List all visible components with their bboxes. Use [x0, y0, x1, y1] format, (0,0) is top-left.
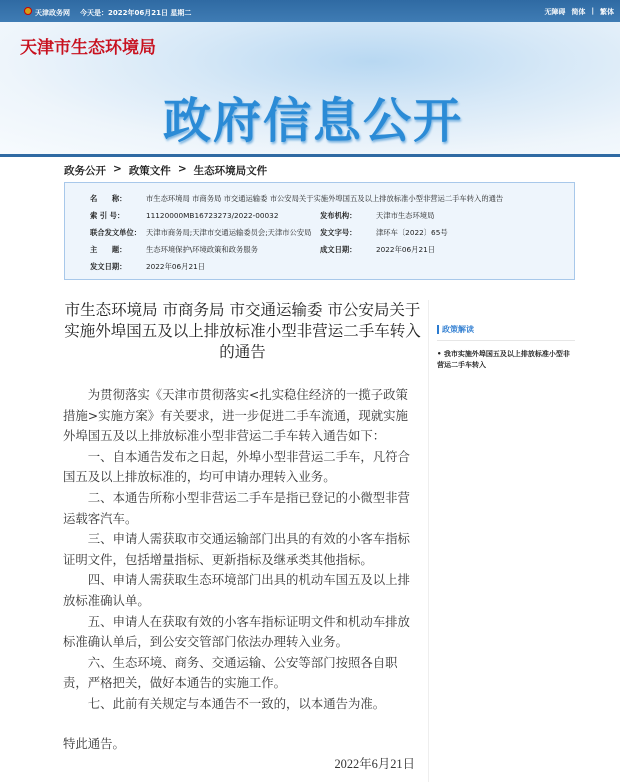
sidebar-link-text: 我市实施外埠国五及以上排放标准小型非营运二手车转入 [437, 350, 570, 369]
joint-value: 天津市商务局;天津市交通运输委员会;天津市公安局 [146, 228, 312, 237]
crumb-gov-open[interactable]: 政务公开 [64, 165, 106, 177]
accessibility-link[interactable]: 无障碍 [544, 8, 566, 16]
paragraph: 六、生态环境、商务、交通运输、公安等部门按照各自职责，严格把关，做好本通告的实施工作。 [63, 654, 398, 691]
sidebar-heading: 政策解读 [437, 325, 575, 334]
crumb-bureau-docs[interactable]: 生态环境局文件 [193, 165, 268, 177]
logo[interactable]: 天津市生态环境局 [20, 38, 156, 58]
banner [0, 22, 620, 154]
joint-label: 联合发文单位： [90, 228, 142, 237]
banner-title: 政府信息公开 [163, 93, 464, 149]
sidebar [437, 325, 575, 371]
name-value: 市生态环境局 市商务局 市交通运输委 市公安局关于实施外埠国五及以上排放标准小型非营运二手车转入的通告 [146, 194, 504, 203]
paragraph: 一、自本通告发布之日起，外埠小型非营运二手车，凡符合国五及以上排放标准的，均可申请办理转入业务。 [63, 448, 410, 485]
crumb-policy[interactable]: 政策文件 [128, 165, 171, 177]
crumb-sep: > [113, 163, 122, 175]
paragraph: 七、此前有关规定与本通告不一致的，以本通告为准。 [87, 695, 386, 711]
org-label: 发布机构： [320, 211, 357, 220]
article-body [63, 385, 415, 715]
docno-value: 津环车〔2022〕65号 [376, 228, 448, 237]
today-date: 今天是：2022年06月21日 星期二 [80, 8, 192, 17]
issued-label: 发文日期： [90, 262, 127, 271]
created-value: 2022年06月21日 [376, 245, 436, 254]
article-date: 2022年6月21日 [334, 757, 415, 771]
org-value: 天津市生态环境局 [376, 211, 435, 220]
created-label: 成文日期： [320, 245, 357, 254]
article [60, 300, 425, 771]
simplified-link[interactable]: 简体 [571, 8, 586, 16]
separator: | [591, 7, 594, 15]
sidebar-divider [437, 340, 575, 341]
emblem-icon [24, 7, 32, 15]
paragraph: 四、申请人需获取生态环境部门出具的机动车国五及以上排放标准确认单。 [63, 572, 410, 608]
divider [0, 154, 620, 157]
sidebar-link[interactable]: • 我市实施外埠国五及以上排放标准小型非营运二手车转入 [437, 350, 570, 369]
crumb-sep: > [177, 163, 187, 175]
topic-value: 生态环境保护\环境政策和政务服务 [146, 245, 258, 254]
index-value: 11120000MB16723273/2022-00032 [146, 211, 279, 220]
top-bar [0, 0, 620, 22]
paragraph: 为贯彻落实《天津市贯彻落实<扎实稳住经济的一揽子政策措施>实施方案》有关要求，进一步促进二手车流通，现就实施外埠国五及以上排放标准小型非营运二手车转入通告如下： [63, 387, 408, 444]
breadcrumb [64, 163, 267, 178]
site-name: 天津政务网 [35, 9, 70, 17]
traditional-link[interactable]: 繁体 [600, 8, 614, 16]
document-info-box [64, 182, 575, 280]
article-title: 市生态环境局 市商务局 市交通运输委 市公安局关于实施外埠国五及以上排放标准小型非营运二手车转入的通告 [64, 301, 421, 361]
column-divider [428, 300, 429, 782]
issued-value: 2022年06月21日 [146, 262, 206, 271]
docno-label: 发文字号： [320, 228, 357, 237]
paragraph: 二、本通告所称小型非营运二手车是指已登记的小微型非营运载客汽车。 [63, 489, 410, 526]
name-label: 名 称： [90, 194, 127, 203]
closing: 特此通告。 [63, 736, 125, 751]
topic-label: 主 题： [90, 245, 127, 254]
paragraph: 三、申请人需获取市交通运输部门出具的有效的小客车指标证明文件，包括增量指标、更新指标及继承类其他指标。 [63, 531, 410, 567]
site-link[interactable] [24, 7, 70, 18]
index-label: 索 引 号： [90, 211, 125, 220]
paragraph: 五、申请人在获取有效的小客车指标证明文件和机动车排放标准确认单后，到公安交管部门依法办理转入业务。 [63, 613, 410, 650]
